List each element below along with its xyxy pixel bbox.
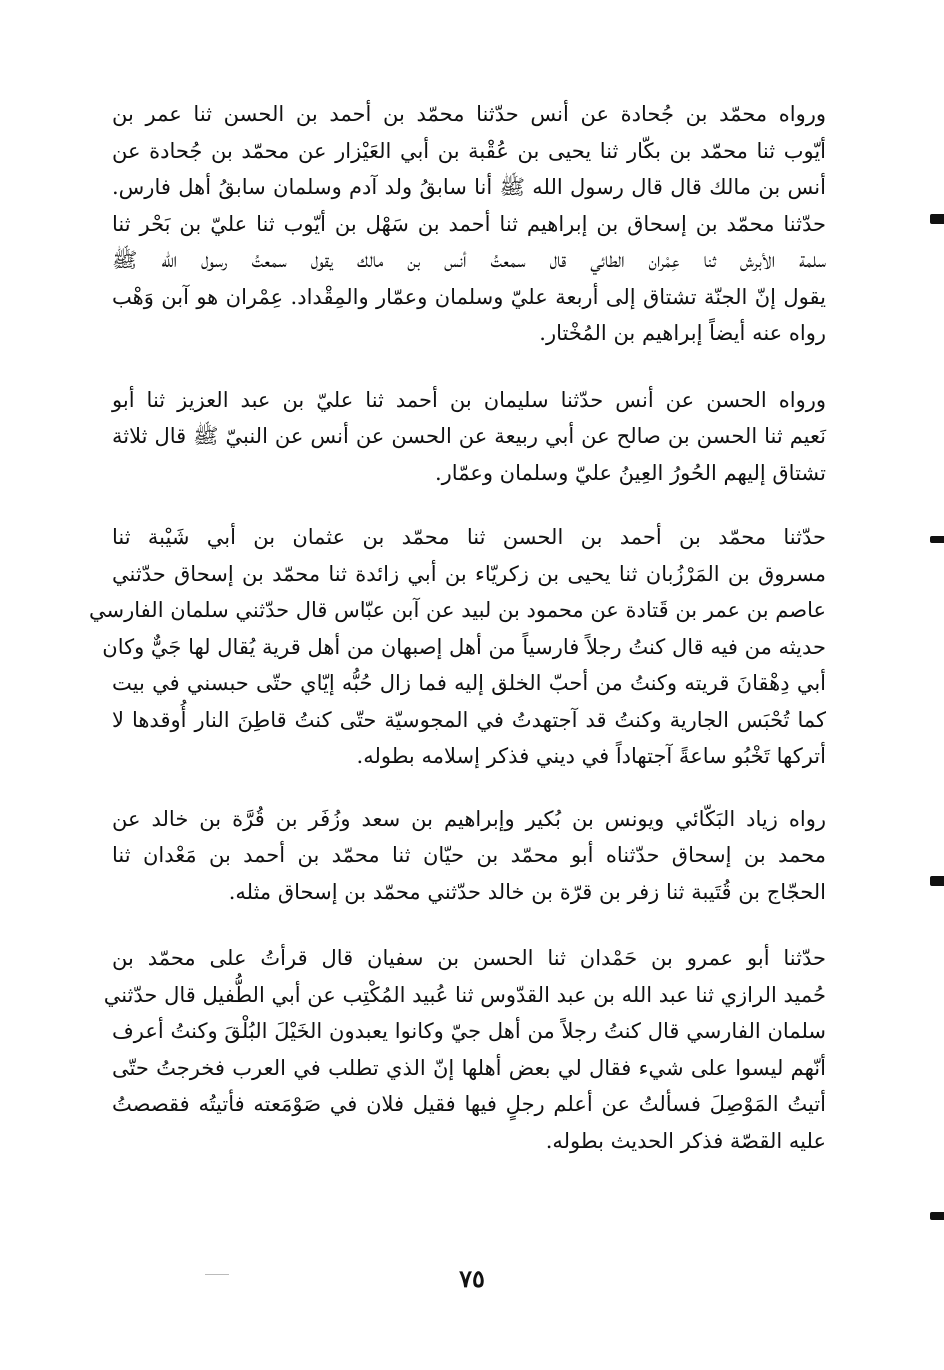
text-line: حدّثنا محمّد بن إسحاق بن إبراهيم ثنا أحمد بن سَهْل بن أيّوب ثنا عليّ بن بَحْر ثنا xyxy=(112,211,826,236)
text-line: ورواه الحسن عن أنس حدّثنا سليمان بن أحمد ثنا عليّ بن عبد العزيز ثنا أبو xyxy=(112,387,826,412)
scan-edge-mark xyxy=(930,1212,944,1220)
paragraph-1 xyxy=(112,96,826,352)
text-line: حدّثنا أبو عمرو بن حَمْدان ثنا الحسن بن سفيان قال قرأتُ على محمّد بن xyxy=(112,946,826,970)
text-line: حديثه من فيه قال كنتُ رجلاً فارسياً من أهل إصبهان من أهل قرية يُقال لها جَيٌّ وكان xyxy=(102,634,826,659)
text-line: رواه عنه أيضاً إبراهيم بن المُخْتار. xyxy=(539,321,826,345)
text-line: الحجّاج بن قُتَيبة ثنا زفر بن قرّة بن خالد حدّثني محمّد بن إسحاق مثله. xyxy=(228,879,826,904)
text-line: أتركها تَخْبُو ساعةً آجتهاداً في ديني فذكر إسلامه بطوله. xyxy=(356,744,826,768)
text-line: أتيتُ المَوْصِلَ فسألتُ عن أعلم رجلٍ فيها فقيل فلان في صَوْمَعته فأتيتُه فقصصتُ xyxy=(112,1092,826,1116)
paragraph-4 xyxy=(112,801,826,911)
scan-edge-mark xyxy=(930,214,944,224)
text-line: حدّثنا محمّد بن أحمد بن الحسن ثنا محمّد بن عثمان بن أبي شَيْبة ثنا xyxy=(112,525,826,549)
text-line: أنّهم ليسوا على شيء فقال لي بعض أهلها إنّ الذي تطلب في العرب فخرجتُ حتّى xyxy=(112,1055,826,1080)
text-line: نَعيم ثنا الحسن بن صالح عن أبي ربيعة عن الحسن عن أنس عن النبيّ ﷺ قال ثلاثة xyxy=(112,424,826,448)
text-line: عليه القصّة فذكر الحديث بطوله. xyxy=(545,1128,826,1153)
text-line: مسروق بن المَرْزُبان ثنا يحيى بن زكريّاء بن أبي زائدة ثنا محمّد بن إسحاق حدّثني xyxy=(112,561,826,586)
text-line: سلمة الأبرش ثنا عِمْران الطائي قال سمعتُ أنس بن مالك يقول سمعتُ رسول الله ﷺ xyxy=(112,248,826,272)
paragraph-2 xyxy=(112,382,826,492)
text-line: حُميد الرازي ثنا عبد الله بن عبد القدّوس ثنا عُبيد المُكْتِب عن أبي الطُّفيل قال حدّثني xyxy=(103,982,826,1007)
text-line: محمد بن إسحاق حدّثناه أبو محمّد بن حيّان ثنا محمّد بن أحمد بن مَعْدان ثنا xyxy=(112,843,826,867)
scan-edge-mark xyxy=(930,876,944,886)
text-line: رواه زياد البَكّائي ويونس بن بُكير وإبراهيم بن سعد وزُفَر بن قُرَّة بن خالد عن xyxy=(112,806,826,831)
text-line: عاصم بن عمر بن قَتادة عن محمود بن لبيد عن آبن عبّاس قال حدّثني سلمان الفارسي xyxy=(89,598,826,622)
scan-speck xyxy=(205,1274,229,1275)
page-number: ٧٥ xyxy=(459,1264,485,1293)
text-line: أبي دِهْقانَ قريته وكنتُ من أحبّ الخلق إليه فما زال حُبُّه إيّاي حتّى حبسني في بيت xyxy=(112,671,826,695)
text-line: كما تُحْبَس الجارية وكنتُ قد آجتهدتُ في المجوسيّة حتّى كنتُ قاطِنَ النار أُوقدها لا xyxy=(112,707,826,732)
text-line: تشتاق إليهم الحُورُ العِينُ عليّ وسلمان وعمّار. xyxy=(434,460,826,485)
paragraph-5 xyxy=(103,940,826,1159)
text-line: أيّوب ثنا محمّد بن بكّار ثنا يحيى بن عُقْبة بن أبي العَيْزار عن محمّد بن جُحادة عن xyxy=(112,138,826,163)
text-line: سلمان الفارسي قال كنتُ رجلاً من أهل جيّ وكانوا يعبدون الخَيْلَ البُلْقَ وكنتُ أعرف xyxy=(112,1019,826,1043)
text-line: يقول إنّ الجنّة تشتاق إلى أربعة عليّ وسلمان وعمّار والمِقْداد. عِمْران هو آبن وَهْب xyxy=(112,284,826,309)
body-text xyxy=(89,96,826,1183)
text-line: ورواه محمّد بن جُحادة عن أنس حدّثنا محمّد بن أحمد بن الحسن ثنا عمر بن xyxy=(112,102,826,126)
paragraph-3 xyxy=(89,519,826,775)
scan-edge-mark xyxy=(930,536,944,543)
text-line: أنس بن مالك قال قال رسول الله ﷺ أنا سابقُ ولد آدم وسلمان سابقُ أهل فارس. xyxy=(112,175,826,199)
